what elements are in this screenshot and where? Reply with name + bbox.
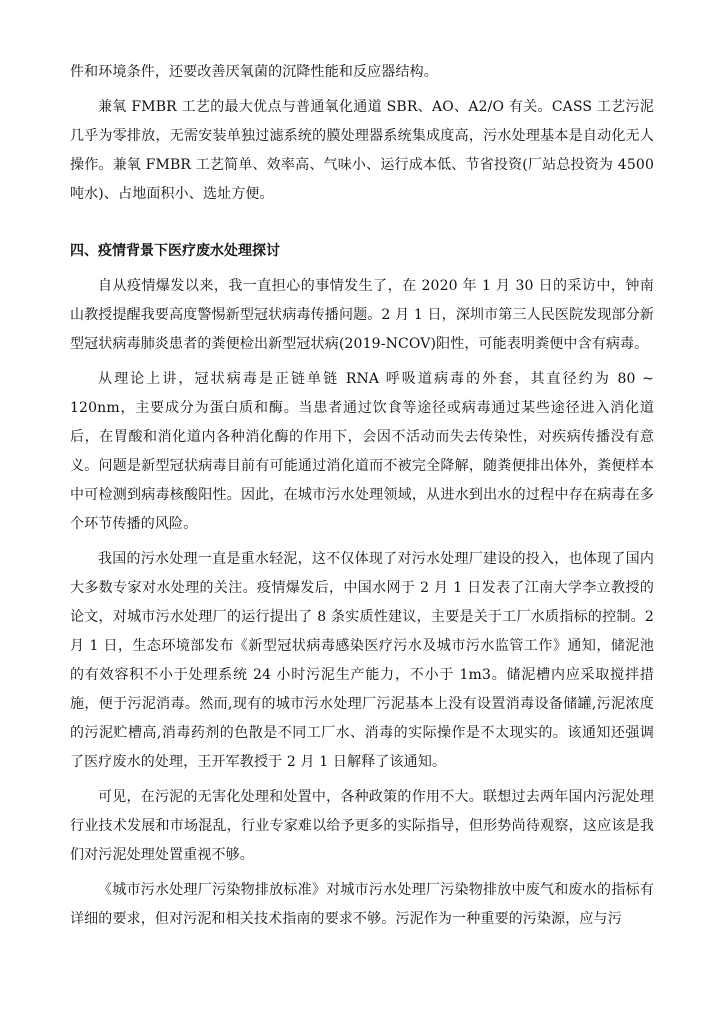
paragraph-policy-effect: 可见，在污泥的无害化处理和处置中，各种政策的作用不大。联想过去两年国内污泥处理行业技术发展和市场混乱，行业专家难以给予更多的实际指导，但形势尚待观察，这应该是我们对污泥处理处置重视不够。 bbox=[70, 789, 654, 863]
document-page bbox=[70, 58, 654, 934]
paragraph-sludge-policy: 我国的污水处理一直是重水轻泥，这不仅体现了对污水处理厂建设的投入，也体现了国内大多数专家对水处理的关注。疫情爆发后，中国水网于 2 月 1 日发表了江南大学李立教授的论文，对城市污水处理厂的运行提出了 8 条实质性建议，主要是关于工厂水质指标的控制。2 月 1 日，生态环境部发布《新型冠状病毒感染医疗污水及城市污水监管工作》通知，储泥池的有效容积不小于处理系统 24 小时污泥生产能力，不小于 1m3。储泥槽内应采取搅拌措施，便于污泥消毒。然而,现有的城市污水处理厂污泥基本上没有设置消毒设备储罐,污泥浓度的污泥贮槽高,消毒药剂的色散是不同工厂水、消毒的实际操作是不太现实的。该通知还强调了医疗废水的处理，王开军教授于 2 月 1 日解释了该通知。 bbox=[70, 551, 654, 770]
paragraph-continued: 件和环境条件，还要改善厌氧菌的沉降性能和反应器结构。 bbox=[70, 64, 438, 80]
paragraph-fmbr-advantages: 兼氧 FMBR 工艺的最大优点与普通氧化通道 SBR、AO、A2/O 有关。CASS 工艺污泥几乎为零排放，无需安装单独过滤系统的膜处理器系统集成度高，污水处理基本是自动化无人操作。兼氧 FMBR 工艺简单、效率高、气味小、运行成本低、节省投资(厂站总投资为 4500 吨水)、占地面积小、选址方便。 bbox=[70, 99, 654, 202]
section-heading: 四、疫情背景下医疗废水处理探讨 bbox=[70, 243, 280, 259]
paragraph-coronavirus-theory: 从理论上讲，冠状病毒是正链单链 RNA 呼吸道病毒的外套，其直径约为 80 ~ 120nm，主要成分为蛋白质和酶。当患者通过饮食等途径或病毒通过某些途径进入消化道后，在胃酸和消化道内各种消化酶的作用下，会因不活动而失去传染性，对疾病传播没有意义。问题是新型冠状病毒目前有可能通过消化道而不被完全降解，随粪便排出体外，粪便样本中可检测到病毒核酸阳性。因此，在城市污水处理领域，从进水到出水的过程中存在病毒在多个环节传播的风险。 bbox=[70, 371, 654, 532]
paragraph-epidemic-outbreak: 自从疫情爆发以来，我一直担心的事情发生了，在 2020 年 1 月 30 日的采访中，钟南山教授提醒我要高度警惕新型冠状病毒传播问题。2 月 1 日，深圳市第三人民医院发现部分新型冠状病毒肺炎患者的粪便检出新型冠状病(2019-NCOV)阳性，可能表明粪便中含有病毒。 bbox=[70, 278, 654, 352]
paragraph-discharge-standard: 《城市污水处理厂污染物排放标准》对城市污水处理厂污染物排放中废气和废水的指标有详细的要求，但对污泥和相关技术指南的要求不够。污泥作为一种重要的污染源，应与污 bbox=[70, 882, 654, 927]
